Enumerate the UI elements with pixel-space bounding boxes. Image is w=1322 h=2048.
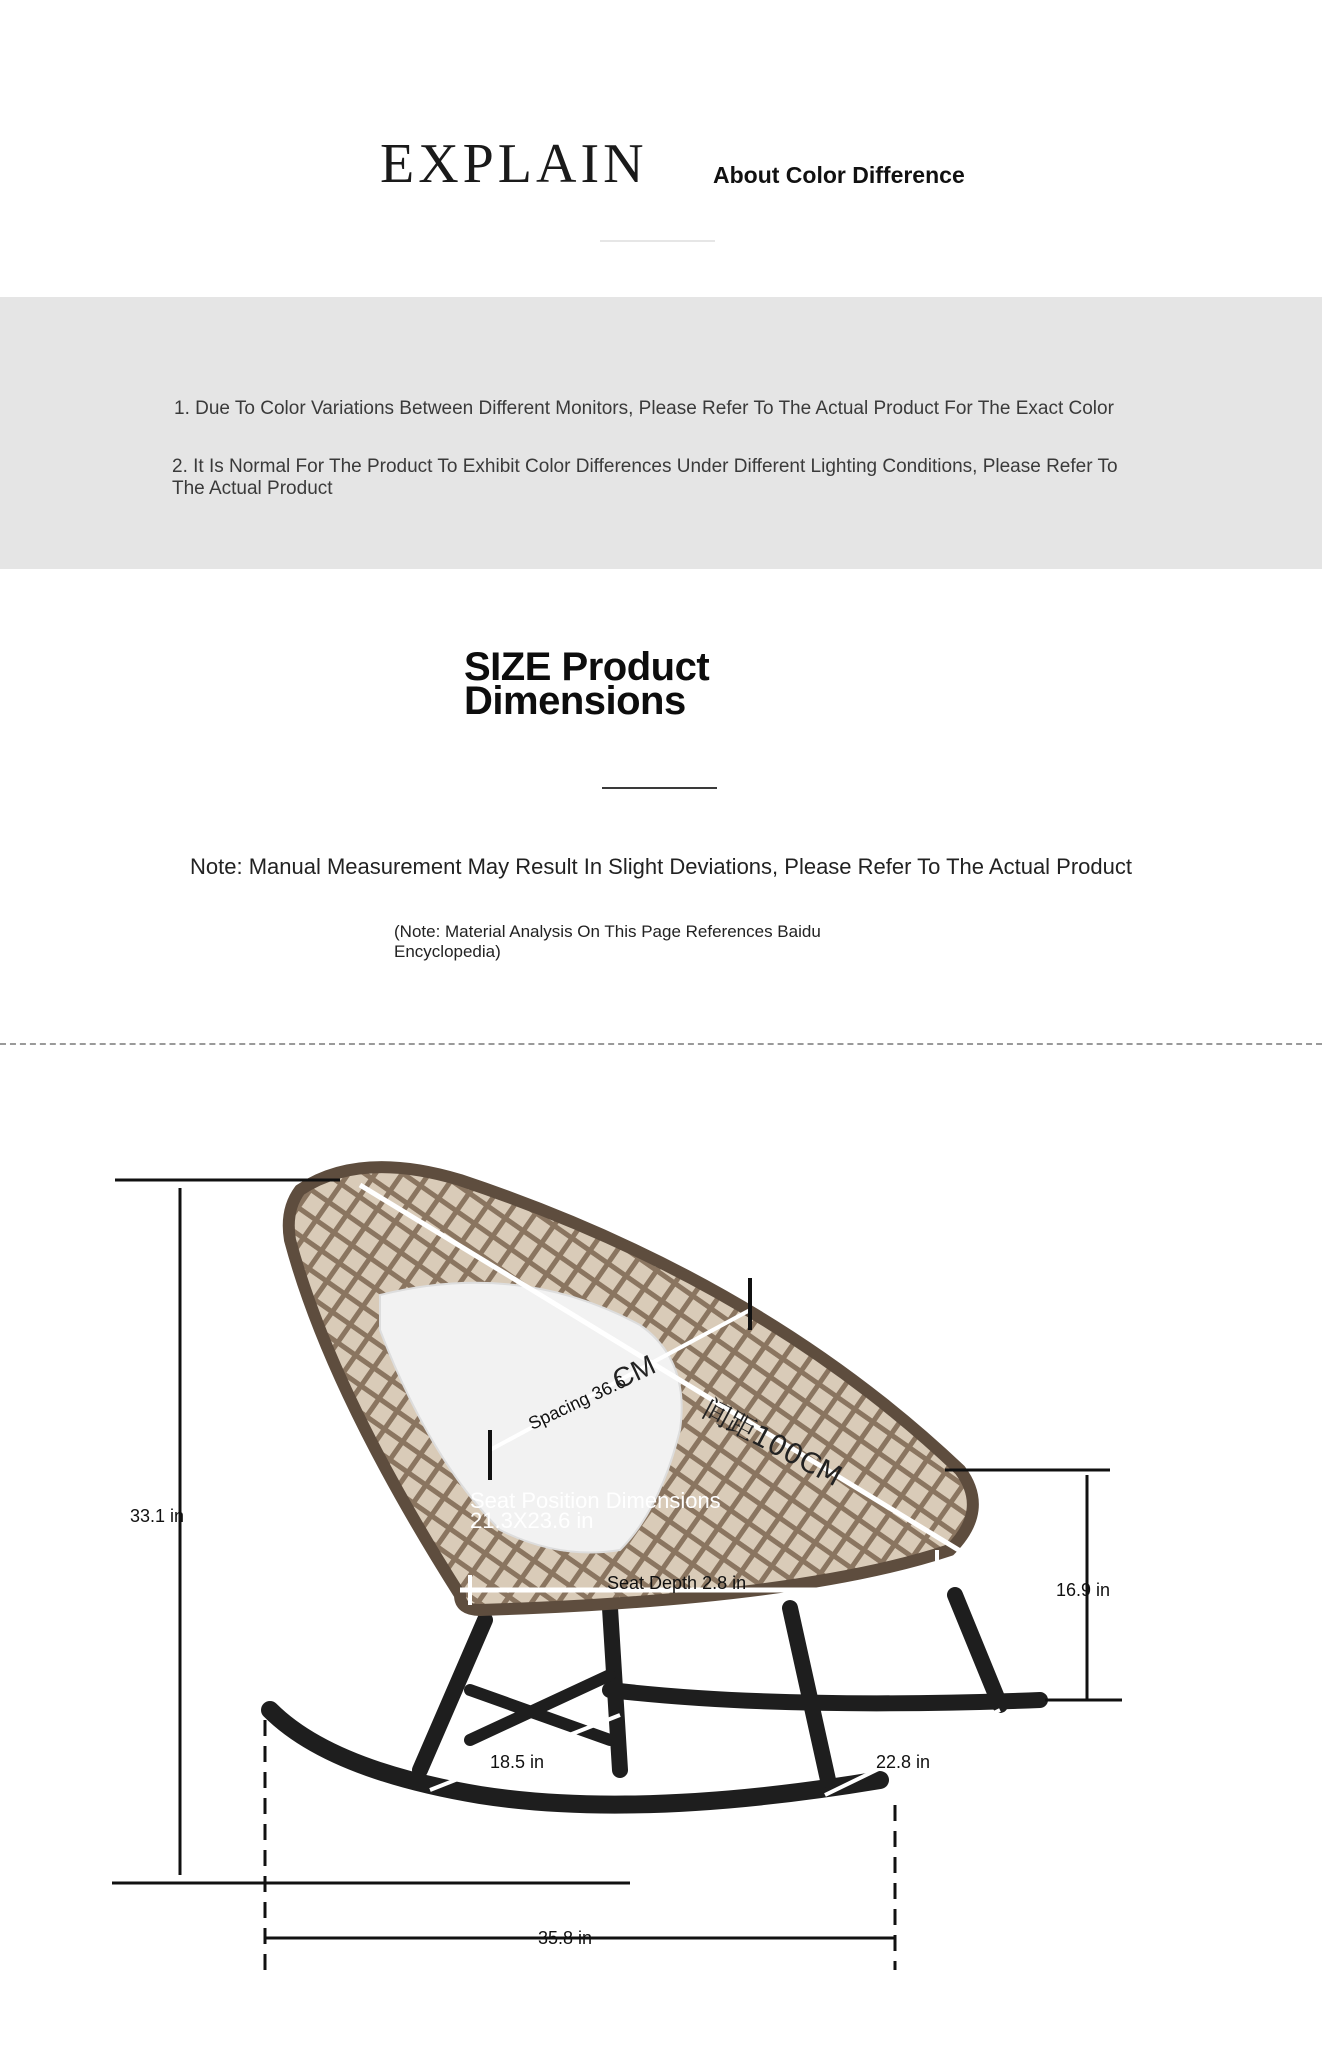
spacing-label: Spacing 36.6: [525, 1371, 629, 1434]
about-color-difference-title: About Color Difference: [713, 162, 965, 188]
height-label: 33.1 in: [130, 1506, 185, 1526]
chair-dimension-diagram: [0, 1130, 1322, 2010]
spacing-unit: CM: [607, 1348, 661, 1396]
color-note-1: 1. Due To Color Variations Between Different Monitors, Please Refer To The Actual Product For The Exact Color: [174, 398, 1114, 419]
header-divider: [600, 240, 715, 242]
back-right-leg: [955, 1595, 1000, 1705]
explain-logo: EXPLAIN: [380, 133, 648, 195]
section-dashed-divider: [0, 1043, 1322, 1045]
seat-height-label: 16.9 in: [1056, 1580, 1111, 1600]
seat-depth-label: Seat Depth 2.8 in: [607, 1573, 747, 1593]
back-left-leg: [790, 1608, 828, 1780]
color-note-2: 2. It Is Normal For The Product To Exhibit Color Differences Under Different Lighting Conditions, Please Refer To The Actual Product: [172, 456, 1118, 499]
seat-position-value: 21.3X23.6 in: [470, 1508, 594, 1533]
base-width-label: 35.8 in: [538, 1928, 593, 1948]
diagonal-distance-label: 间距100CM: [696, 1392, 848, 1494]
leg-right-label: 22.8 in: [876, 1752, 931, 1772]
material-analysis-note: (Note: Material Analysis On This Page References Baidu Encyclopedia): [394, 922, 821, 961]
manual-measurement-note: Note: Manual Measurement May Result In Slight Deviations, Please Refer To The Actual Product: [190, 854, 1132, 879]
size-section-title: SIZE Product Dimensions: [464, 645, 710, 723]
leg-left-label: 18.5 in: [490, 1752, 545, 1772]
rocker-frame: [270, 1595, 1040, 1805]
color-notes-panel: [0, 297, 1322, 569]
size-divider: [602, 787, 717, 789]
seat-position-label: Seat Position Dimensions: [470, 1488, 721, 1513]
rocker-right-runner: [610, 1690, 1040, 1703]
